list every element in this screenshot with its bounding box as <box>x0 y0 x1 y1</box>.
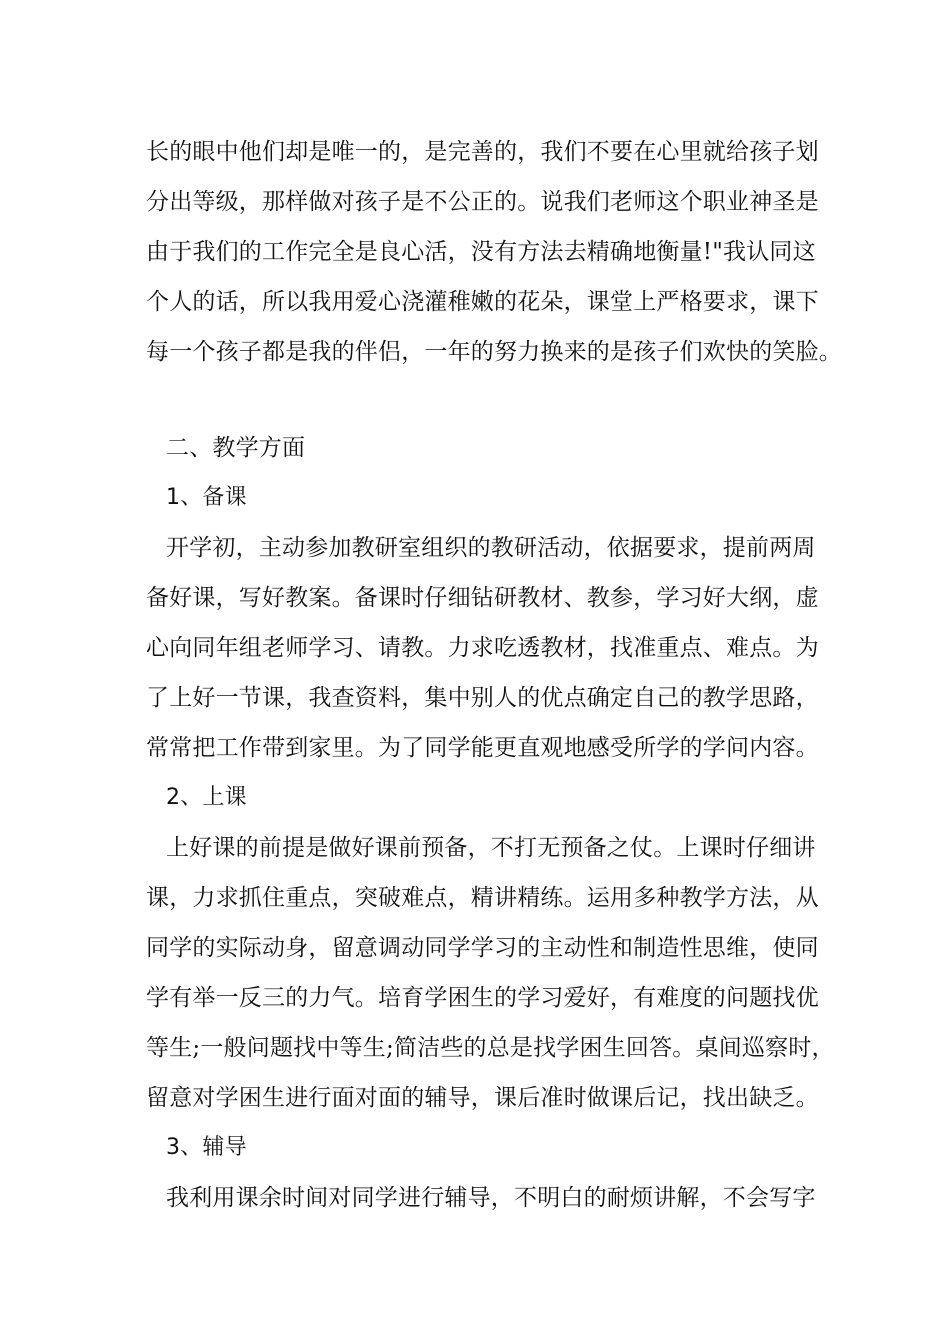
sub2-line-6: 留意对学困生进行面对面的辅导，课后准时做课后记，找出缺乏。 <box>146 1085 819 1111</box>
intro-line-2: 分出等级，那样做对孩子是不公正的。说我们老师这个职业神圣是 <box>146 189 819 215</box>
intro-line-3: 由于我们的工作完全是良心活，没有方法去精确地衡量!"我认同这 <box>146 239 816 265</box>
sub2-line-1: 上好课的前提是做好课前预备，不打无预备之仗。上课时仔细讲 <box>166 835 816 861</box>
sub1-line-4: 了上好一节课，我查资料，集中别人的优点确定自己的教学思路， <box>146 685 819 711</box>
subsection-heading-2: 2、上课 <box>166 785 247 810</box>
intro-line-5: 每一个孩子都是我的伴侣，一年的努力换来的是孩子们欢快的笑脸。 <box>146 339 842 365</box>
sub3-line-1: 我利用课余时间对同学进行辅导，不明白的耐烦讲解，不会写字 <box>166 1185 816 1211</box>
intro-line-4: 个人的话，所以我用爱心浇灌稚嫩的花朵，课堂上严格要求，课下 <box>146 289 819 315</box>
sub2-line-3: 同学的实际动身，留意调动同学学习的主动性和制造性思维，使同 <box>146 935 819 961</box>
sub1-line-2: 备好课，写好教案。备课时仔细钻研教材、教参，学习好大纲，虚 <box>146 585 819 611</box>
subsection-heading-1: 1、备课 <box>166 485 247 510</box>
sub2-line-5: 等生;一般问题找中等生;简洁些的总是找学困生回答。桌间巡察时， <box>146 1035 835 1061</box>
sub2-line-2: 课，力求抓住重点，突破难点，精讲精练。运用多种教学方法，从 <box>146 885 819 911</box>
sub1-line-5: 常常把工作带到家里。为了同学能更直观地感受所学的学问内容。 <box>146 735 819 761</box>
intro-line-1: 长的眼中他们却是唯一的，是完善的，我们不要在心里就给孩子划 <box>146 139 819 165</box>
subsection-heading-3: 3、辅导 <box>166 1135 247 1160</box>
sub1-line-1: 开学初，主动参加教研室组织的教研活动，依据要求，提前两周 <box>166 535 816 561</box>
sub1-line-3: 心向同年组老师学习、请教。力求吃透教材，找准重点、难点。为 <box>146 635 819 661</box>
sub2-line-4: 学有举一反三的力气。培育学困生的学习爱好，有难度的问题找优 <box>146 985 819 1011</box>
section-heading: 二、教学方面 <box>166 435 306 461</box>
